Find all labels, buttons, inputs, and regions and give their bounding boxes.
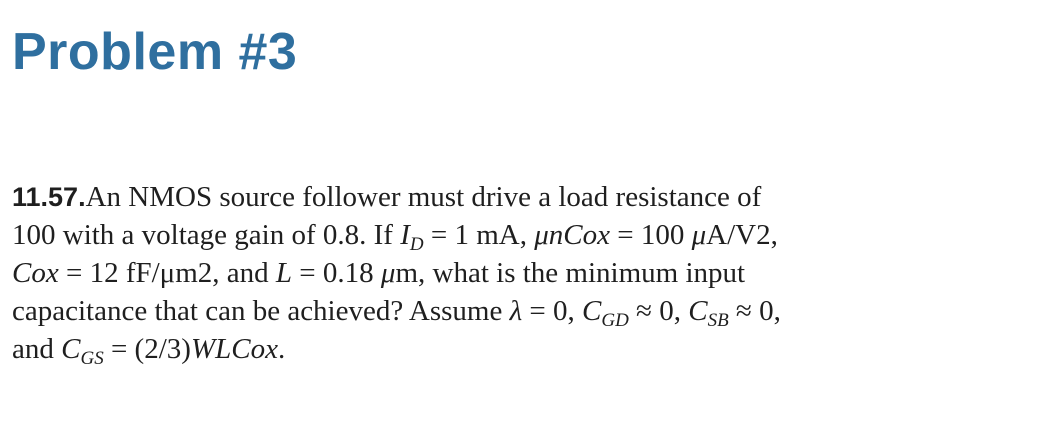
text-segment: m, what is the minimum input bbox=[395, 257, 746, 289]
text-segment: = 1 mA, bbox=[423, 219, 535, 251]
problem-line-3 bbox=[12, 254, 992, 292]
variable-length: L bbox=[275, 257, 293, 289]
problem-line-4 bbox=[12, 292, 992, 330]
problem-line-1 bbox=[12, 178, 992, 216]
text-segment: = 100 bbox=[609, 219, 692, 251]
subscript-d: D bbox=[409, 234, 424, 255]
subscript-sb: SB bbox=[707, 310, 729, 331]
text-segment: = 0.18 bbox=[292, 257, 381, 289]
text-segment: capacitance that can be achieved? Assume bbox=[12, 295, 510, 327]
text-segment: = (2/3) bbox=[103, 333, 191, 365]
problem-line-1-text: An NMOS source follower must drive a load resistance of bbox=[85, 181, 762, 213]
text-segment: A/V2, bbox=[706, 219, 778, 251]
variable-current: I bbox=[400, 219, 410, 251]
text-segment: 100 with a voltage gain of 0.8. If bbox=[12, 219, 401, 251]
text-segment: ≈ 0, bbox=[728, 295, 781, 327]
variable-lambda: λ bbox=[509, 295, 523, 327]
problem-text bbox=[12, 178, 992, 368]
subscript-gd: GD bbox=[601, 310, 629, 331]
variable-cox: Cox bbox=[12, 257, 59, 289]
text-segment: and bbox=[12, 333, 62, 365]
subscript-gs: GS bbox=[80, 348, 104, 369]
text-segment: ≈ 0, bbox=[628, 295, 689, 327]
variable-capacitance: C bbox=[688, 295, 708, 327]
problem-line-2 bbox=[12, 216, 992, 254]
variable-mobility-cox: μnCox bbox=[534, 219, 610, 251]
text-segment: = 0, bbox=[522, 295, 582, 327]
variable-capacitance: C bbox=[582, 295, 602, 327]
problem-line-5 bbox=[12, 330, 992, 368]
text-segment: . bbox=[277, 333, 286, 365]
variable-capacitance: C bbox=[61, 333, 81, 365]
unit-mu: μ bbox=[380, 257, 396, 289]
unit-mu: μ bbox=[691, 219, 707, 251]
variable-wlcox: WLCox bbox=[190, 333, 278, 365]
text-segment: = 12 fF/μm2, and bbox=[58, 257, 276, 289]
page-title: Problem #3 bbox=[12, 23, 298, 81]
problem-number: 11.57. bbox=[12, 182, 86, 212]
